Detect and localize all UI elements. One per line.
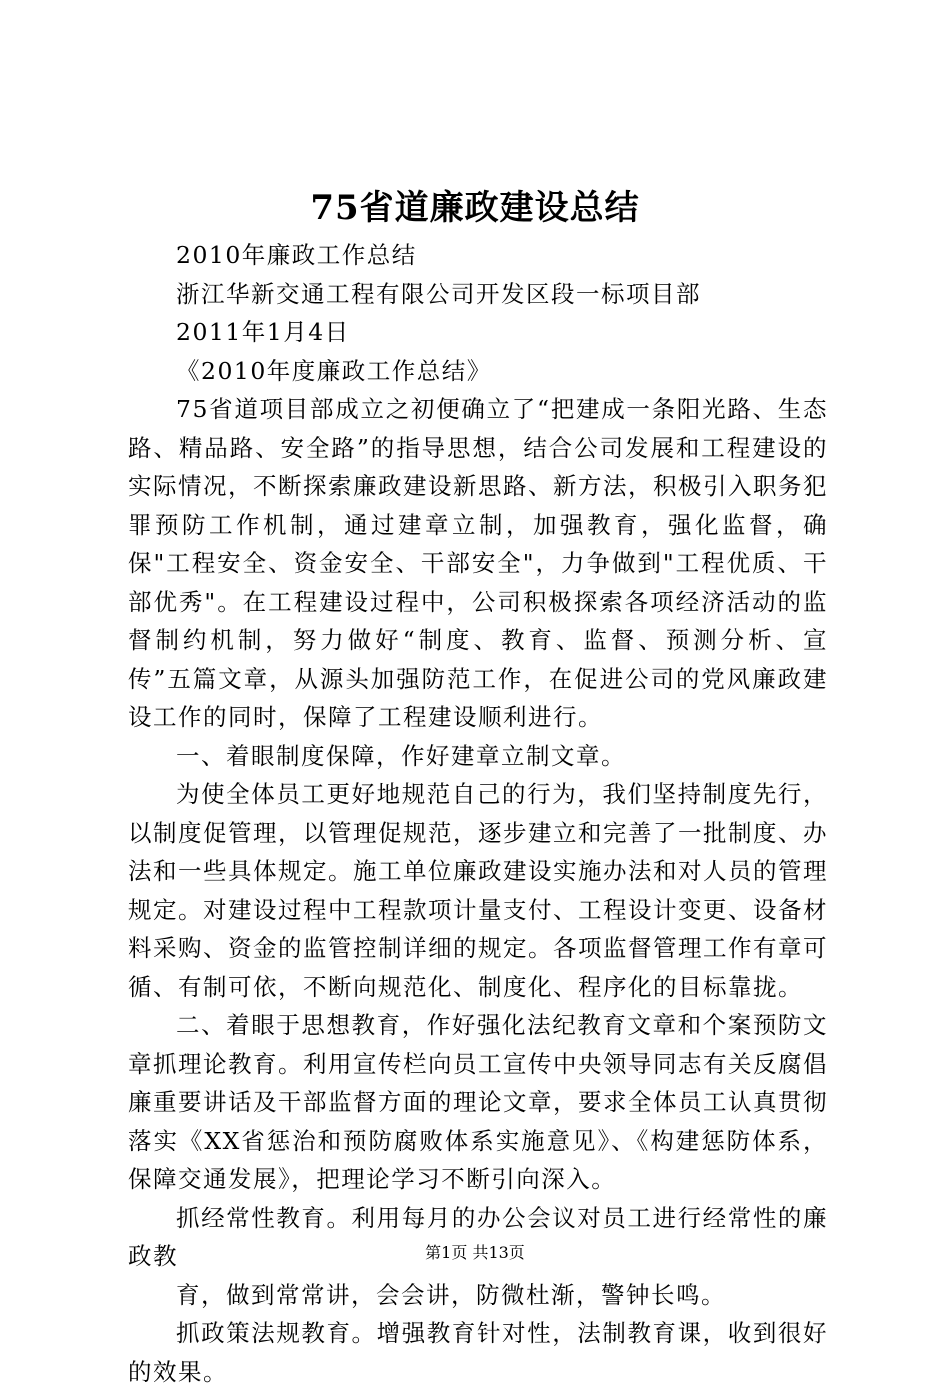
paragraph-section-2: 二、着眼于思想教育，作好强化法纪教育文章和个案预防文章抓理论教育。利用宣传栏向员工宣传中央领导同志有关反腐倡廉重要讲话及干部监督方面的理论文章，要求全体员工认真贯彻落实《XX省惩治和预防腐败体系实施意见》、《构建惩防体系，保障交通发展》，把理论学习不断引向深入。 — [128, 1011, 828, 1193]
paragraph-continuation: 育，做到常常讲，会会讲，防微杜渐，警钟长鸣。 — [176, 1280, 726, 1309]
subtitle-line: 2010年廉政工作总结 — [176, 241, 417, 269]
page-footer: 第1页 共13页 — [425, 1243, 525, 1262]
organization-line: 浙江华新交通工程有限公司开发区段一标项目部 — [176, 279, 701, 308]
paragraph-section-1: 为使全体员工更好地规范自己的行为，我们坚持制度先行，以制度促管理，以管理促规范，逐步建立和完善了一批制度、办法和一些具体规定。施工单位廉政建设实施办法和对人员的管理规定。对建设过程中工程款项计量支付、工程设计变更、设备材料采购、资金的监管控制详细的规定。各项监督管理工作有章可循、有制可依，不断向规范化、制度化、程序化的目标靠拢。 — [128, 780, 828, 1001]
document-title: 75省道廉政建设总结 — [310, 188, 640, 228]
date-line: 2011年1月4日 — [176, 318, 350, 346]
document-body — [128, 236, 828, 1391]
section-heading-1: 一、着眼制度保障，作好建章立制文章。 — [176, 741, 626, 770]
paragraph-intro: 75省道项目部成立之初便确立了“把建成一条阳光路、生态路、精品路、安全路”的指导思想，结合公司发展和工程建设的实际情况，不断探索廉政建设新思路、新方法，积极引入职务犯罪预防工作机制，通过建章立制，加强教育，强化监督，确保"工程安全、资金安全、干部安全"，力争做到"工程优质、干部优秀"。在工程建设过程中，公司积极探索各项经济活动的监督制约机制，努力做好“制度、教育、监督、预测分析、宣传”五篇文章，从源头加强防范工作，在促进公司的党风廉政建设工作的同时，保障了工程建设顺利进行。 — [128, 395, 828, 731]
paragraph-policy-education: 抓政策法规教育。增强教育针对性，法制教育课，收到很好的效果。 — [128, 1319, 828, 1386]
paragraph-regular-education: 抓经常性教育。利用每月的办公会议对员工进行经常性的廉政教 — [128, 1203, 828, 1270]
report-name-line: 《2010年度廉政工作总结》 — [176, 356, 492, 385]
